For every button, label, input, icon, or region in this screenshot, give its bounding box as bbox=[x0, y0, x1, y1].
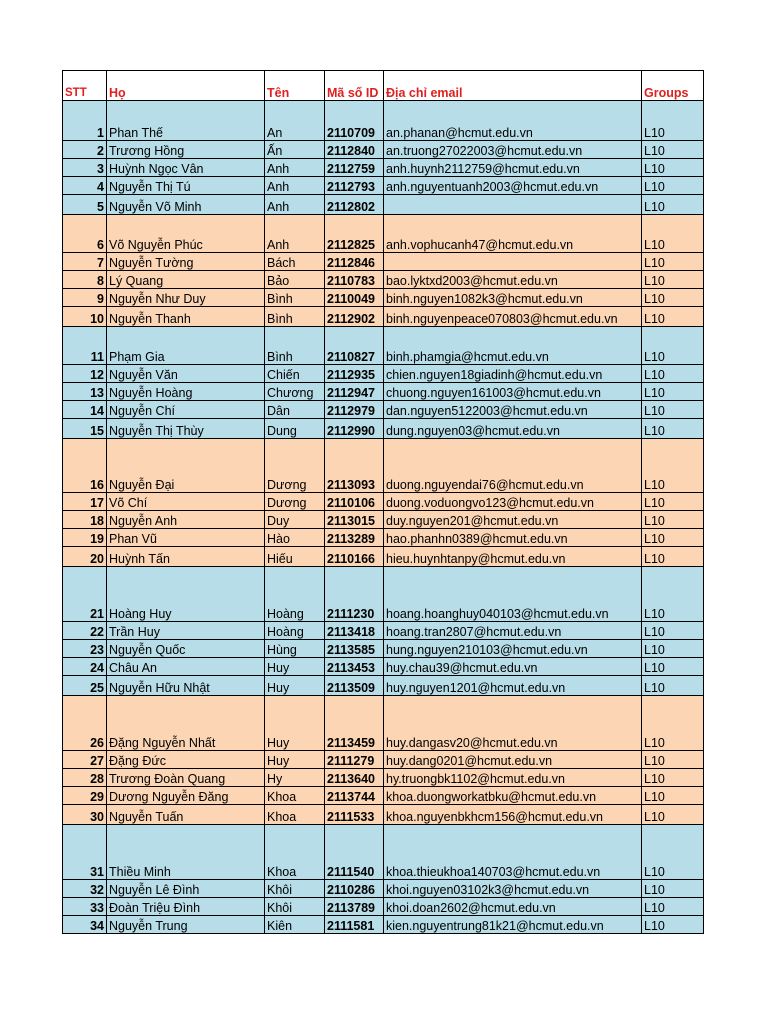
row-group-cell[interactable]: L10 bbox=[642, 101, 704, 141]
row-ten-cell[interactable]: Hoàng bbox=[265, 622, 325, 640]
table-row bbox=[63, 805, 704, 825]
row-ho-cell[interactable]: Phạm Gia bbox=[107, 327, 265, 365]
table-row bbox=[63, 511, 704, 529]
table-row bbox=[63, 195, 704, 215]
row-ten-cell[interactable]: Bình bbox=[265, 307, 325, 327]
row-ten-cell[interactable]: Bách bbox=[265, 253, 325, 271]
row-ho-cell[interactable]: Nguyễn Thị Tú bbox=[107, 177, 265, 195]
row-stt-cell[interactable]: 21 bbox=[63, 567, 107, 622]
row-stt-cell[interactable]: 30 bbox=[63, 805, 107, 825]
row-ten-cell[interactable]: Khoa bbox=[265, 787, 325, 805]
row-stt-cell[interactable]: 28 bbox=[63, 769, 107, 787]
row-ho-cell[interactable]: Nguyễn Võ Minh bbox=[107, 195, 265, 215]
row-ho-cell[interactable]: Võ Chí bbox=[107, 493, 265, 511]
table-row bbox=[63, 307, 704, 327]
row-ten-cell[interactable]: Ấn bbox=[265, 141, 325, 159]
row-email-cell[interactable]: khoi.doan2602@hcmut.edu.vn bbox=[384, 898, 642, 916]
row-stt-cell[interactable]: 3 bbox=[63, 159, 107, 177]
row-id-cell[interactable]: 2113015 bbox=[325, 511, 384, 529]
table-row bbox=[63, 101, 704, 141]
table-row bbox=[63, 547, 704, 567]
row-ten-cell[interactable]: Huy bbox=[265, 676, 325, 696]
row-id-cell[interactable]: 2111279 bbox=[325, 751, 384, 769]
row-group-cell[interactable]: L10 bbox=[642, 401, 704, 419]
table-row bbox=[63, 289, 704, 307]
row-id-cell[interactable]: 2113744 bbox=[325, 787, 384, 805]
row-ho-cell[interactable]: Đặng Nguyễn Nhất bbox=[107, 696, 265, 751]
row-stt-cell[interactable]: 29 bbox=[63, 787, 107, 805]
row-group-cell[interactable]: L10 bbox=[642, 365, 704, 383]
row-ho-cell[interactable]: Phan Thế bbox=[107, 101, 265, 141]
row-ten-cell[interactable]: An bbox=[265, 101, 325, 141]
row-ho-cell[interactable]: Nguyễn Trung bbox=[107, 916, 265, 934]
row-ten-cell[interactable]: Duy bbox=[265, 511, 325, 529]
row-email-cell[interactable]: khoi.nguyen03102k3@hcmut.edu.vn bbox=[384, 880, 642, 898]
row-stt-cell[interactable]: 5 bbox=[63, 195, 107, 215]
row-stt-cell[interactable]: 4 bbox=[63, 177, 107, 195]
row-ten-cell[interactable]: Dương bbox=[265, 493, 325, 511]
row-ho-cell[interactable]: Nguyễn Tường bbox=[107, 253, 265, 271]
row-group-cell[interactable]: L10 bbox=[642, 159, 704, 177]
row-ten-cell[interactable]: Bình bbox=[265, 289, 325, 307]
row-email-cell[interactable]: hao.phanhn0389@hcmut.edu.vn bbox=[384, 529, 642, 547]
row-stt-cell[interactable]: 31 bbox=[63, 825, 107, 880]
table-row bbox=[63, 529, 704, 547]
row-id-cell[interactable]: 2112846 bbox=[325, 253, 384, 271]
row-ten-cell[interactable]: Hiếu bbox=[265, 547, 325, 567]
row-ho-cell[interactable]: Phan Vũ bbox=[107, 529, 265, 547]
row-ten-cell[interactable]: Chương bbox=[265, 383, 325, 401]
row-email-cell[interactable]: binh.phamgia@hcmut.edu.vn bbox=[384, 327, 642, 365]
row-ho-cell[interactable]: Nguyễn Hoàng bbox=[107, 383, 265, 401]
row-ho-cell[interactable]: Huỳnh Tấn bbox=[107, 547, 265, 567]
table-row bbox=[63, 787, 704, 805]
row-ho-cell[interactable]: Nguyễn Thanh bbox=[107, 307, 265, 327]
student-table bbox=[62, 70, 704, 934]
row-email-cell[interactable]: duong.voduongvo123@hcmut.edu.vn bbox=[384, 493, 642, 511]
row-ho-cell[interactable]: Nguyễn Thị Thùy bbox=[107, 419, 265, 439]
row-id-cell[interactable]: 2112802 bbox=[325, 195, 384, 215]
row-email-cell[interactable]: chuong.nguyen161003@hcmut.edu.vn bbox=[384, 383, 642, 401]
table-row bbox=[63, 493, 704, 511]
row-stt-cell[interactable]: 14 bbox=[63, 401, 107, 419]
row-ten-cell[interactable]: Anh bbox=[265, 195, 325, 215]
row-stt-cell[interactable]: 13 bbox=[63, 383, 107, 401]
row-email-cell[interactable]: duy.nguyen201@hcmut.edu.vn bbox=[384, 511, 642, 529]
row-ho-cell[interactable]: Thiều Minh bbox=[107, 825, 265, 880]
row-group-cell[interactable]: L10 bbox=[642, 511, 704, 529]
row-id-cell[interactable]: 2113640 bbox=[325, 769, 384, 787]
row-group-cell[interactable]: L10 bbox=[642, 141, 704, 159]
row-stt-cell[interactable]: 7 bbox=[63, 253, 107, 271]
row-stt-cell[interactable]: 16 bbox=[63, 439, 107, 493]
header-ho[interactable]: Họ bbox=[107, 71, 265, 101]
row-id-cell[interactable]: 2110106 bbox=[325, 493, 384, 511]
row-ho-cell[interactable]: Đoàn Triệu Đình bbox=[107, 898, 265, 916]
row-stt-cell[interactable]: 17 bbox=[63, 493, 107, 511]
row-email-cell[interactable]: khoa.nguyenbkhcm156@hcmut.edu.vn bbox=[384, 805, 642, 825]
row-group-cell[interactable]: L10 bbox=[642, 383, 704, 401]
row-group-cell[interactable]: L10 bbox=[642, 676, 704, 696]
row-ho-cell[interactable]: Võ Nguyễn Phúc bbox=[107, 215, 265, 253]
row-ho-cell[interactable]: Hoàng Huy bbox=[107, 567, 265, 622]
row-email-cell[interactable]: huy.nguyen1201@hcmut.edu.vn bbox=[384, 676, 642, 696]
row-stt-cell[interactable]: 12 bbox=[63, 365, 107, 383]
row-ho-cell[interactable]: Nguyễn Quốc bbox=[107, 640, 265, 658]
table-row bbox=[63, 141, 704, 159]
row-group-cell[interactable]: L10 bbox=[642, 493, 704, 511]
row-id-cell[interactable]: 2110709 bbox=[325, 101, 384, 141]
row-group-cell[interactable]: L10 bbox=[642, 567, 704, 622]
row-ten-cell[interactable]: Anh bbox=[265, 215, 325, 253]
row-stt-cell[interactable]: 6 bbox=[63, 215, 107, 253]
row-ten-cell[interactable]: Hùng bbox=[265, 640, 325, 658]
row-stt-cell[interactable]: 15 bbox=[63, 419, 107, 439]
table-row bbox=[63, 159, 704, 177]
row-id-cell[interactable]: 2110827 bbox=[325, 327, 384, 365]
row-stt-cell[interactable]: 9 bbox=[63, 289, 107, 307]
row-ten-cell[interactable]: Khoa bbox=[265, 805, 325, 825]
row-id-cell[interactable]: 2113509 bbox=[325, 676, 384, 696]
row-ten-cell[interactable]: Bình bbox=[265, 327, 325, 365]
row-group-cell[interactable]: L10 bbox=[642, 622, 704, 640]
row-email-cell[interactable]: binh.nguyen1082k3@hcmut.edu.vn bbox=[384, 289, 642, 307]
row-stt-cell[interactable]: 34 bbox=[63, 916, 107, 934]
row-stt-cell[interactable]: 2 bbox=[63, 141, 107, 159]
row-group-cell[interactable]: L10 bbox=[642, 307, 704, 327]
row-stt-cell[interactable]: 32 bbox=[63, 880, 107, 898]
row-group-cell[interactable]: L10 bbox=[642, 271, 704, 289]
row-group-cell[interactable]: L10 bbox=[642, 215, 704, 253]
row-id-cell[interactable]: 2113289 bbox=[325, 529, 384, 547]
table-row bbox=[63, 401, 704, 419]
row-email-cell[interactable]: khoa.duongworkatbku@hcmut.edu.vn bbox=[384, 787, 642, 805]
table-row bbox=[63, 640, 704, 658]
table-row bbox=[63, 383, 704, 401]
header-row bbox=[63, 71, 704, 101]
row-id-cell[interactable]: 2112947 bbox=[325, 383, 384, 401]
row-group-cell[interactable]: L10 bbox=[642, 825, 704, 880]
row-ho-cell[interactable]: Huỳnh Ngọc Vân bbox=[107, 159, 265, 177]
row-id-cell[interactable]: 2113585 bbox=[325, 640, 384, 658]
row-id-cell[interactable]: 2113418 bbox=[325, 622, 384, 640]
row-email-cell[interactable]: huy.dang0201@hcmut.edu.vn bbox=[384, 751, 642, 769]
row-email-cell[interactable]: hoang.tran2807@hcmut.edu.vn bbox=[384, 622, 642, 640]
row-group-cell[interactable]: L10 bbox=[642, 177, 704, 195]
row-stt-cell[interactable]: 20 bbox=[63, 547, 107, 567]
row-group-cell[interactable]: L10 bbox=[642, 898, 704, 916]
table-row bbox=[63, 825, 704, 880]
row-ten-cell[interactable]: Khoa bbox=[265, 825, 325, 880]
row-ho-cell[interactable]: Nguyễn Văn bbox=[107, 365, 265, 383]
row-id-cell[interactable]: 2113459 bbox=[325, 696, 384, 751]
table-row bbox=[63, 880, 704, 898]
row-email-cell[interactable]: hy.truongbk1102@hcmut.edu.vn bbox=[384, 769, 642, 787]
row-ten-cell[interactable]: Khôi bbox=[265, 898, 325, 916]
row-stt-cell[interactable]: 27 bbox=[63, 751, 107, 769]
row-ho-cell[interactable]: Đặng Đức bbox=[107, 751, 265, 769]
header-ten[interactable]: Tên bbox=[265, 71, 325, 101]
row-ten-cell[interactable]: Dung bbox=[265, 419, 325, 439]
row-group-cell[interactable]: L10 bbox=[642, 640, 704, 658]
row-ten-cell[interactable]: Dân bbox=[265, 401, 325, 419]
row-email-cell[interactable]: hung.nguyen210103@hcmut.edu.vn bbox=[384, 640, 642, 658]
row-email-cell[interactable]: bao.lyktxd2003@hcmut.edu.vn bbox=[384, 271, 642, 289]
row-email-cell[interactable]: an.phanan@hcmut.edu.vn bbox=[384, 101, 642, 141]
table-row bbox=[63, 419, 704, 439]
row-group-cell[interactable]: L10 bbox=[642, 195, 704, 215]
row-email-cell[interactable]: khoa.thieukhoa140703@hcmut.edu.vn bbox=[384, 825, 642, 880]
row-id-cell[interactable]: 2113789 bbox=[325, 898, 384, 916]
table-row bbox=[63, 365, 704, 383]
row-email-cell[interactable]: anh.vophucanh47@hcmut.edu.vn bbox=[384, 215, 642, 253]
row-id-cell[interactable]: 2112793 bbox=[325, 177, 384, 195]
row-email-cell[interactable]: kien.nguyentrung81k21@hcmut.edu.vn bbox=[384, 916, 642, 934]
table-row bbox=[63, 215, 704, 253]
row-ho-cell[interactable]: Nguyễn Hữu Nhật bbox=[107, 676, 265, 696]
row-group-cell[interactable]: L10 bbox=[642, 419, 704, 439]
header-email[interactable]: Địa chỉ email bbox=[384, 71, 642, 101]
row-stt-cell[interactable]: 1 bbox=[63, 101, 107, 141]
header-id[interactable]: Mã số ID bbox=[325, 71, 384, 101]
row-ten-cell[interactable]: Dương bbox=[265, 439, 325, 493]
table-row bbox=[63, 177, 704, 195]
row-email-cell[interactable]: huy.chau39@hcmut.edu.vn bbox=[384, 658, 642, 676]
table-row bbox=[63, 271, 704, 289]
row-email-cell[interactable]: anh.nguyentuanh2003@hcmut.edu.vn bbox=[384, 177, 642, 195]
row-ten-cell[interactable]: Bảo bbox=[265, 271, 325, 289]
row-email-cell[interactable]: hoang.hoanghuy040103@hcmut.edu.vn bbox=[384, 567, 642, 622]
row-group-cell[interactable]: L10 bbox=[642, 769, 704, 787]
row-email-cell[interactable]: duong.nguyendai76@hcmut.edu.vn bbox=[384, 439, 642, 493]
row-id-cell[interactable]: 2112979 bbox=[325, 401, 384, 419]
row-stt-cell[interactable]: 22 bbox=[63, 622, 107, 640]
table-row bbox=[63, 253, 704, 271]
row-group-cell[interactable]: L10 bbox=[642, 805, 704, 825]
row-ho-cell[interactable]: Nguyễn Tuấn bbox=[107, 805, 265, 825]
row-ho-cell[interactable]: Nguyễn Anh bbox=[107, 511, 265, 529]
row-group-cell[interactable]: L10 bbox=[642, 327, 704, 365]
row-ho-cell[interactable]: Nguyễn Chí bbox=[107, 401, 265, 419]
row-ten-cell[interactable]: Chiến bbox=[265, 365, 325, 383]
row-id-cell[interactable]: 2110783 bbox=[325, 271, 384, 289]
row-stt-cell[interactable]: 23 bbox=[63, 640, 107, 658]
row-group-cell[interactable]: L10 bbox=[642, 658, 704, 676]
header-groups[interactable]: Groups bbox=[642, 71, 704, 101]
row-id-cell[interactable]: 2112935 bbox=[325, 365, 384, 383]
row-ho-cell[interactable]: Trần Huy bbox=[107, 622, 265, 640]
row-group-cell[interactable]: L10 bbox=[642, 253, 704, 271]
row-group-cell[interactable]: L10 bbox=[642, 916, 704, 934]
row-id-cell[interactable]: 2112840 bbox=[325, 141, 384, 159]
row-ho-cell[interactable]: Châu An bbox=[107, 658, 265, 676]
row-id-cell[interactable]: 2110286 bbox=[325, 880, 384, 898]
row-ten-cell[interactable]: Hoàng bbox=[265, 567, 325, 622]
row-email-cell[interactable] bbox=[384, 195, 642, 215]
row-stt-cell[interactable]: 33 bbox=[63, 898, 107, 916]
row-email-cell[interactable]: dung.nguyen03@hcmut.edu.vn bbox=[384, 419, 642, 439]
table-row bbox=[63, 567, 704, 622]
row-ho-cell[interactable]: Lý Quang bbox=[107, 271, 265, 289]
row-ho-cell[interactable]: Trương Đoàn Quang bbox=[107, 769, 265, 787]
row-id-cell[interactable]: 2110166 bbox=[325, 547, 384, 567]
row-ho-cell[interactable]: Nguyễn Đại bbox=[107, 439, 265, 493]
row-group-cell[interactable]: L10 bbox=[642, 439, 704, 493]
table-row bbox=[63, 658, 704, 676]
table-body bbox=[63, 71, 704, 934]
row-id-cell[interactable]: 2112759 bbox=[325, 159, 384, 177]
row-ten-cell[interactable]: Anh bbox=[265, 159, 325, 177]
row-id-cell[interactable]: 2113453 bbox=[325, 658, 384, 676]
row-email-cell[interactable]: hieu.huynhtanpy@hcmut.edu.vn bbox=[384, 547, 642, 567]
row-group-cell[interactable]: L10 bbox=[642, 289, 704, 307]
table-row bbox=[63, 751, 704, 769]
table-row bbox=[63, 898, 704, 916]
row-email-cell[interactable]: huy.dangasv20@hcmut.edu.vn bbox=[384, 696, 642, 751]
table-row bbox=[63, 676, 704, 696]
row-ten-cell[interactable]: Kiên bbox=[265, 916, 325, 934]
row-ho-cell[interactable]: Trương Hồng bbox=[107, 141, 265, 159]
row-id-cell[interactable]: 2113093 bbox=[325, 439, 384, 493]
row-stt-cell[interactable]: 11 bbox=[63, 327, 107, 365]
row-email-cell[interactable]: binh.nguyenpeace070803@hcmut.edu.vn bbox=[384, 307, 642, 327]
row-ho-cell[interactable]: Nguyễn Lê Đình bbox=[107, 880, 265, 898]
row-ten-cell[interactable]: Anh bbox=[265, 177, 325, 195]
row-email-cell[interactable]: an.truong27022003@hcmut.edu.vn bbox=[384, 141, 642, 159]
table-row bbox=[63, 916, 704, 934]
row-email-cell[interactable]: anh.huynh2112759@hcmut.edu.vn bbox=[384, 159, 642, 177]
row-group-cell[interactable]: L10 bbox=[642, 751, 704, 769]
table-row bbox=[63, 439, 704, 493]
row-id-cell[interactable]: 2111230 bbox=[325, 567, 384, 622]
row-id-cell[interactable]: 2112825 bbox=[325, 215, 384, 253]
row-stt-cell[interactable]: 19 bbox=[63, 529, 107, 547]
row-stt-cell[interactable]: 18 bbox=[63, 511, 107, 529]
row-group-cell[interactable]: L10 bbox=[642, 529, 704, 547]
row-stt-cell[interactable]: 8 bbox=[63, 271, 107, 289]
table-row bbox=[63, 696, 704, 751]
row-ten-cell[interactable]: Huy bbox=[265, 751, 325, 769]
row-ten-cell[interactable]: Khôi bbox=[265, 880, 325, 898]
row-group-cell[interactable]: L10 bbox=[642, 547, 704, 567]
row-id-cell[interactable]: 2111581 bbox=[325, 916, 384, 934]
row-stt-cell[interactable]: 25 bbox=[63, 676, 107, 696]
header-stt[interactable]: STT bbox=[63, 71, 107, 101]
row-ho-cell[interactable]: Nguyễn Như Duy bbox=[107, 289, 265, 307]
row-group-cell[interactable]: L10 bbox=[642, 787, 704, 805]
row-id-cell[interactable]: 2110049 bbox=[325, 289, 384, 307]
row-ho-cell[interactable]: Dương Nguyễn Đăng bbox=[107, 787, 265, 805]
row-ten-cell[interactable]: Hào bbox=[265, 529, 325, 547]
row-stt-cell[interactable]: 24 bbox=[63, 658, 107, 676]
row-email-cell[interactable]: chien.nguyen18giadinh@hcmut.edu.vn bbox=[384, 365, 642, 383]
row-stt-cell[interactable]: 10 bbox=[63, 307, 107, 327]
table-row bbox=[63, 622, 704, 640]
table-row bbox=[63, 327, 704, 365]
row-group-cell[interactable]: L10 bbox=[642, 880, 704, 898]
table-row bbox=[63, 769, 704, 787]
row-id-cell[interactable]: 2111540 bbox=[325, 825, 384, 880]
row-stt-cell[interactable]: 26 bbox=[63, 696, 107, 751]
row-email-cell[interactable]: dan.nguyen5122003@hcmut.edu.vn bbox=[384, 401, 642, 419]
row-group-cell[interactable]: L10 bbox=[642, 696, 704, 751]
row-id-cell[interactable]: 2112902 bbox=[325, 307, 384, 327]
row-email-cell[interactable] bbox=[384, 253, 642, 271]
row-id-cell[interactable]: 2112990 bbox=[325, 419, 384, 439]
row-id-cell[interactable]: 2111533 bbox=[325, 805, 384, 825]
row-ten-cell[interactable]: Huy bbox=[265, 696, 325, 751]
row-ten-cell[interactable]: Hy bbox=[265, 769, 325, 787]
row-ten-cell[interactable]: Huy bbox=[265, 658, 325, 676]
